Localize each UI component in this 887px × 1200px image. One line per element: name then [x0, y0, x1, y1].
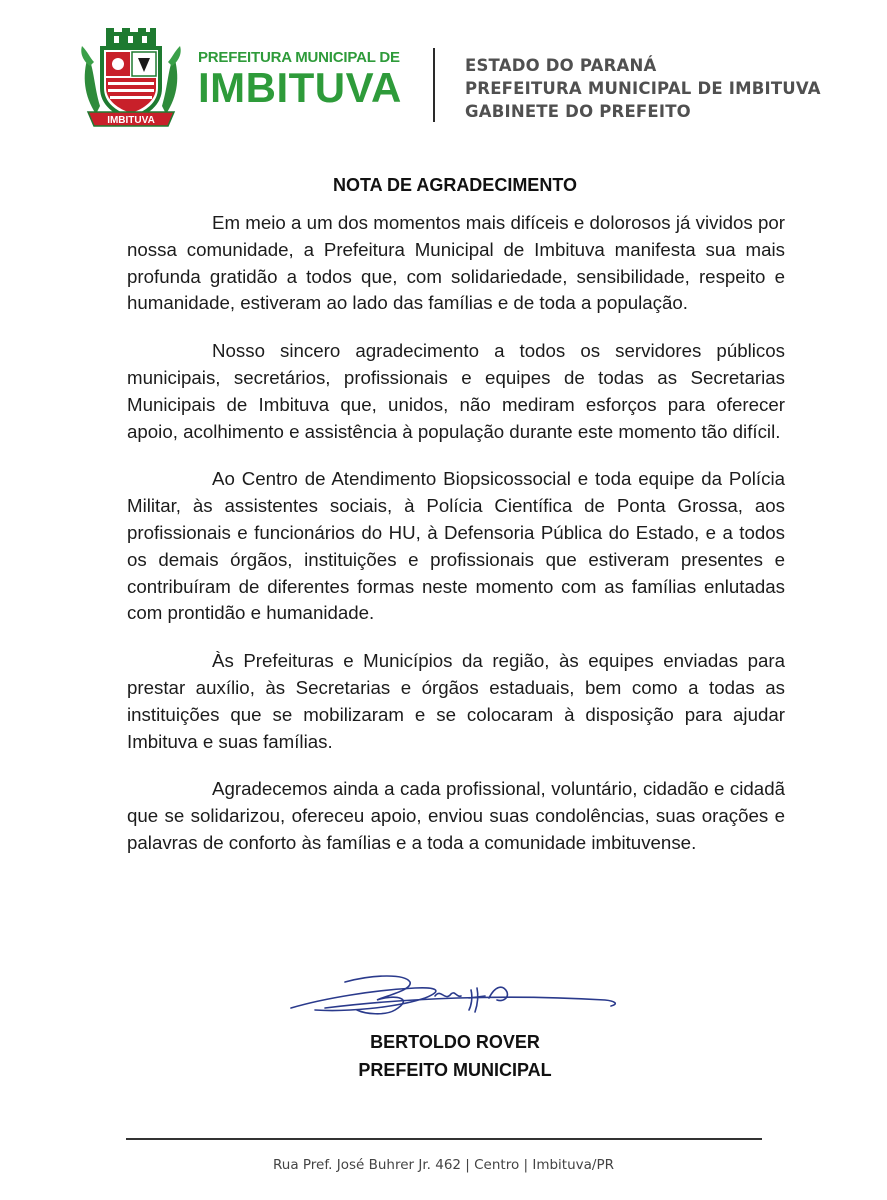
- document-title: NOTA DE AGRADECIMENTO: [332, 175, 577, 195]
- municipal-crest-icon: [78, 26, 184, 130]
- signer-role: PREFEITO MUNICIPAL: [358, 1060, 552, 1080]
- body-paragraph: Agradecemos ainda a cada profissional, voluntário, cidadão e cidadã que se solidarizou, ofereceu apoio, enviou suas condolências, suas orações e palavras de conforto às famílias e a toda a comunidade imbituvense.: [127, 778, 785, 853]
- header-divider: [433, 48, 435, 122]
- body-paragraph: Ao Centro de Atendimento Biopsicossocial e toda equipe da Polícia Militar, às assistentes sociais, à Polícia Científica de Ponta Grossa, aos profissionais e funcionários do HU, à Defensoria Pública do Estado, e a todos os demais órgãos, instituições e profissionais que estiveram presentes e contribuíram de diferentes formas neste momento com as famílias enlutadas com prontidão e humanidade.: [127, 468, 785, 624]
- office-line-prefecture: PREFEITURA MUNICIPAL DE IMBITUVA: [465, 79, 821, 98]
- signer-block: [0, 1028, 887, 1084]
- footer-divider: [126, 1138, 762, 1140]
- office-line-state: ESTADO DO PARANÁ: [465, 56, 657, 75]
- brand-main-line: IMBITUVA: [198, 64, 402, 111]
- signer-name: BERTOLDO ROVER: [370, 1032, 540, 1052]
- document-body: [127, 210, 785, 878]
- crest-ribbon-label: IMBITUVA: [107, 115, 155, 126]
- brand-top-line: PREFEITURA MUNICIPAL DE: [198, 49, 400, 66]
- body-paragraph: Nosso sincero agradecimento a todos os servidores públicos municipais, secretários, profissionais e equipes de todas as Secretarias Municipais de Imbituva que, unidos, não mediram esforços para oferecer apoio, acolhimento e assistência à população durante este momento tão difícil.: [127, 340, 785, 442]
- body-paragraph: Às Prefeituras e Municípios da região, às equipes enviadas para prestar auxílio, às Secretarias e órgãos estaduais, bem como a todas as instituições que se mobilizaram e se colocaram à disposição para ajudar Imbituva e suas famílias.: [127, 650, 785, 752]
- office-block: [465, 54, 821, 123]
- footer-address: Rua Pref. José Buhrer Jr. 462 | Centro | Imbituva/PR: [273, 1157, 614, 1173]
- handwritten-signature: [285, 968, 625, 1028]
- brand-wordmark: [198, 49, 413, 109]
- body-paragraph: Em meio a um dos momentos mais difíceis e dolorosos já vividos por nossa comunidade, a Prefeitura Municipal de Imbituva manifesta sua mais profunda gratidão a todos que, com solidariedade, sensibilidade, respeito e humanidade, estiveram ao lado das famílias e de toda a população.: [127, 212, 785, 314]
- letterhead: [78, 26, 821, 131]
- office-line-cabinet: GABINETE DO PREFEITO: [465, 102, 691, 121]
